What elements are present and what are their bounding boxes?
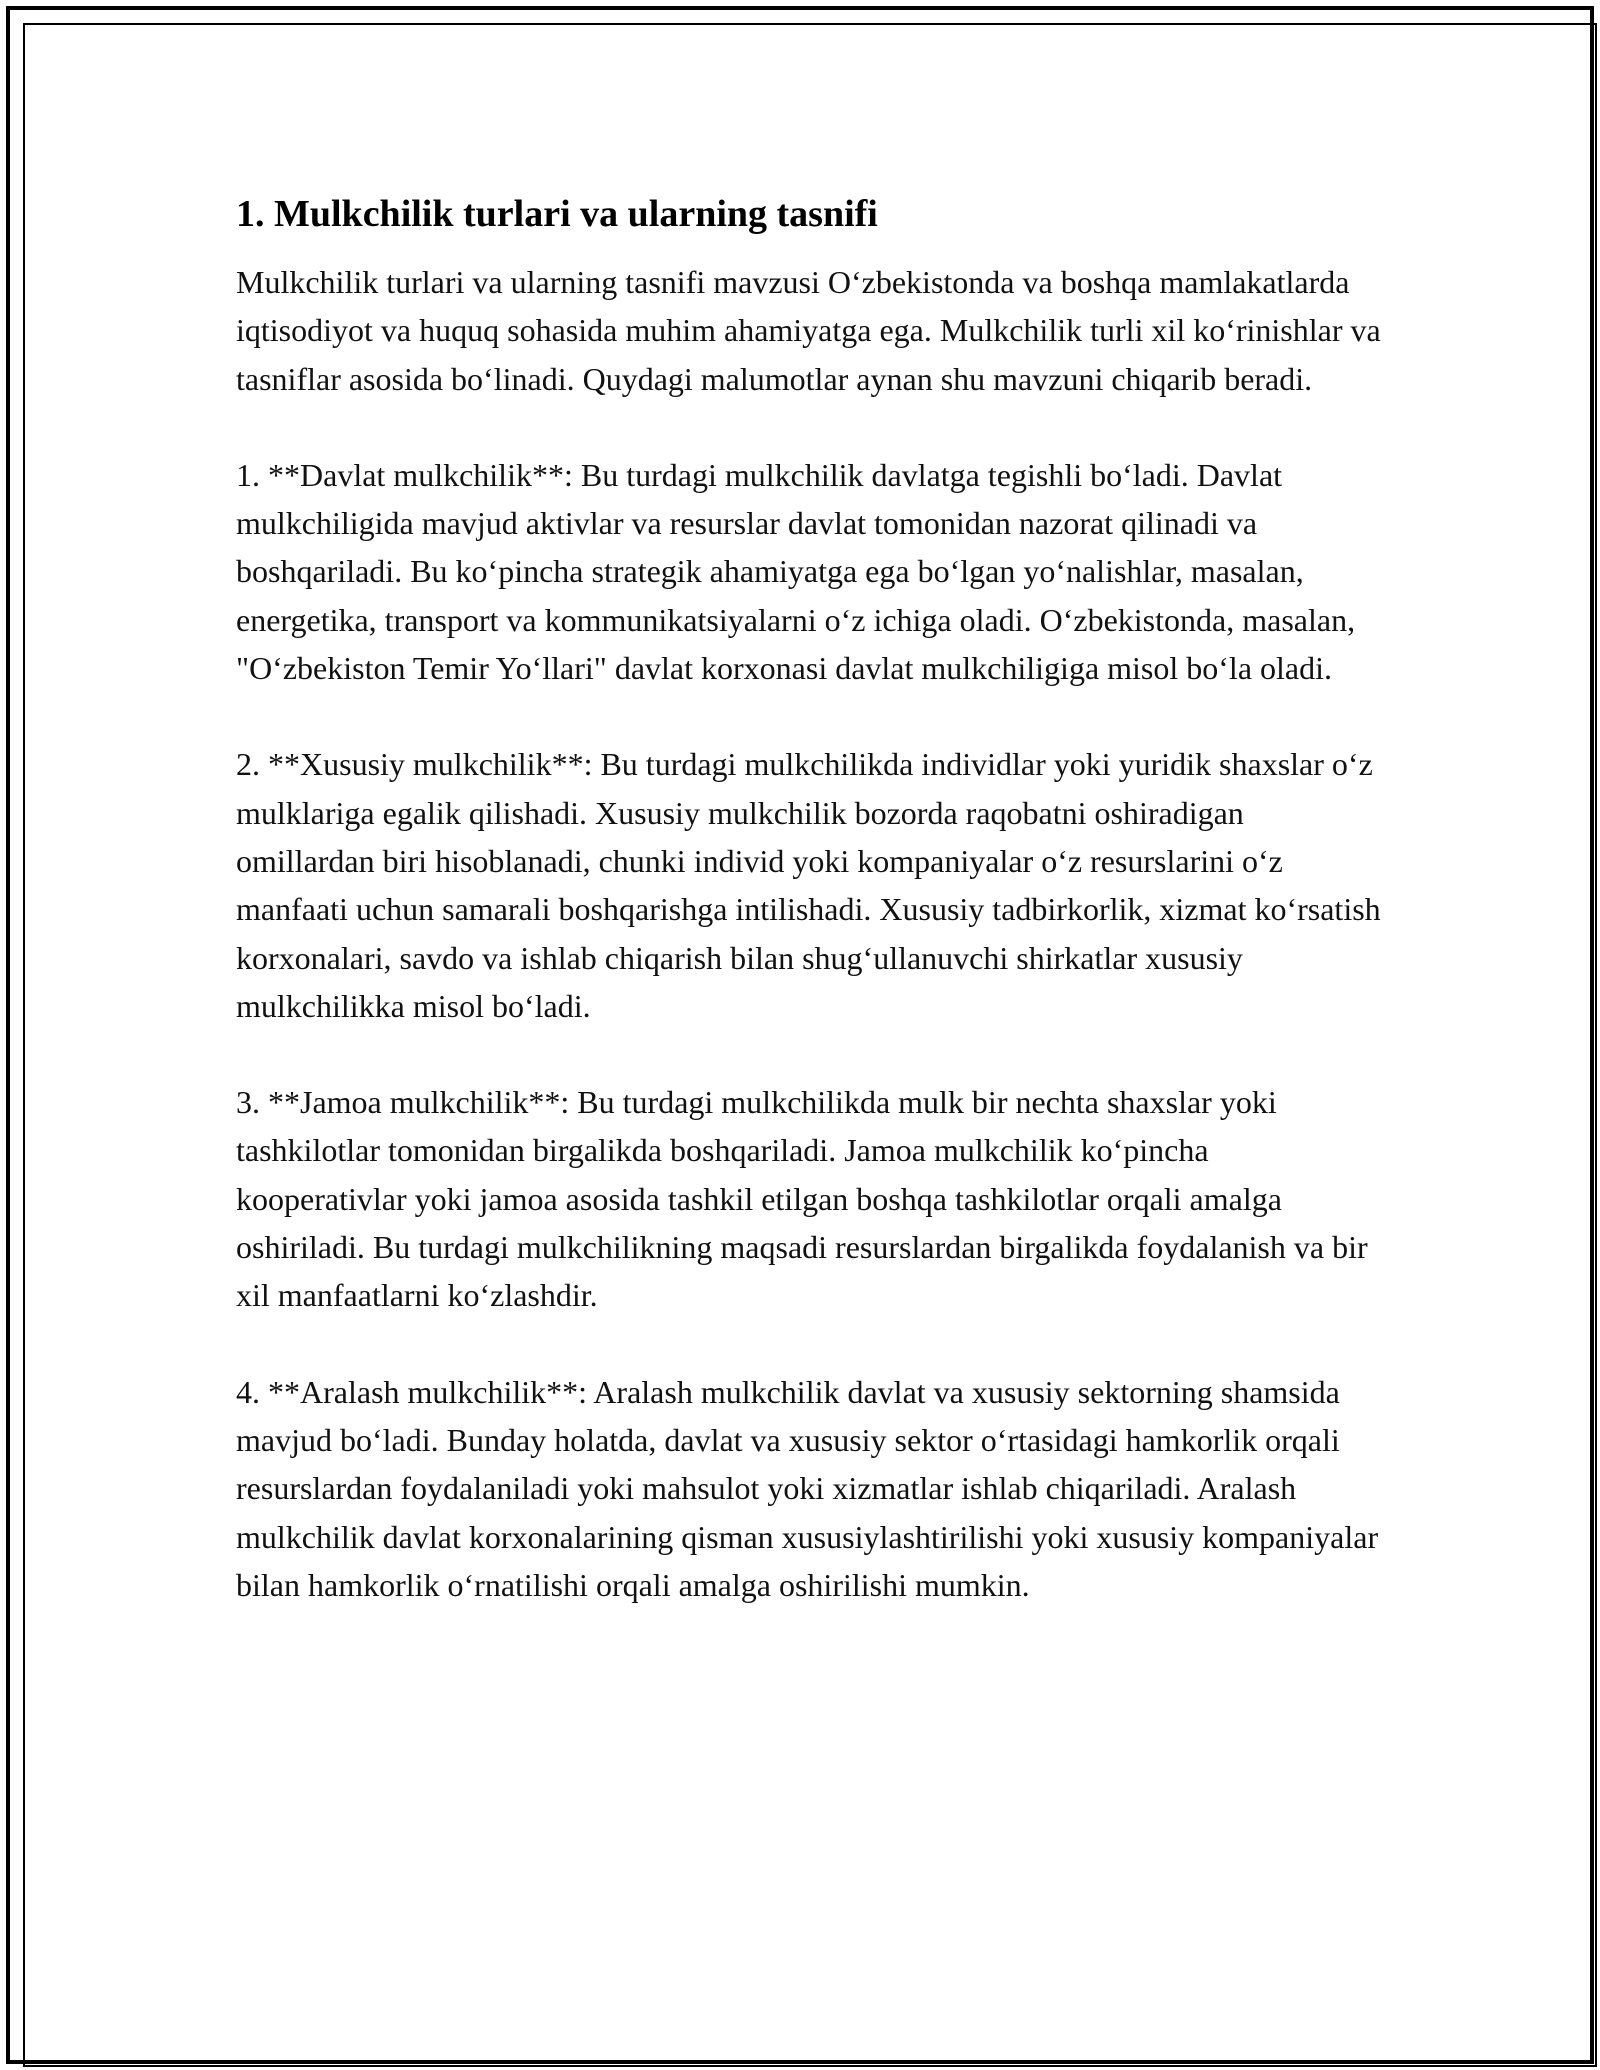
collective-ownership-paragraph: 3. **Jamoa mulkchilik**: Bu turdagi mulkchilikda mulk bir nechta shaxslar yoki tashkilotlar tomonidan birgalikda boshqariladi. Jamoa mulkchilik ko‘pincha kooperativlar yoki jamoa asosida tashkil etilgan boshqa tashkilotlar orqali amalga oshiriladi. Bu turdagi mulkchilikning maqsadi resurslardan birgalikda foydalanish va bir xil manfaatlarni ko‘zlashdir. bbox=[236, 1084, 1368, 1314]
document-body bbox=[236, 190, 1386, 1657]
state-ownership-paragraph: 1. **Davlat mulkchilik**: Bu turdagi mulkchilik davlatga tegishli bo‘ladi. Davlat mulkchiligida mavjud aktivlar va resurslar davlat tomonidan nazorat qilinadi va boshqariladi. Bu ko‘pincha strategik ahamiyatga ega bo‘lgan yo‘nalishlar, masalan, energetika, transport va kommunikatsiyalarni o‘z ichiga oladi. O‘zbekistonda, masalan, "O‘zbekiston Temir Yo‘llari" davlat korxonasi davlat mulkchiligiga misol bo‘la oladi. bbox=[236, 456, 1356, 687]
intro-paragraph: Mulkchilik turlari va ularning tasnifi mavzusi O‘zbekistonda va boshqa mamlakatlarda iqtisodiyot va huquq sohasida muhim ahamiyatga ega. Mulkchilik turli xil ko‘rinishlar va tasniflar asosida bo‘linadi. Quydagi malumotlar aynan shu mavzuni chiqarib beradi. bbox=[236, 264, 1381, 397]
private-ownership-paragraph: 2. **Xususiy mulkchilik**: Bu turdagi mulkchilikda individlar yoki yuridik shaxslar o‘z mulklariga egalik qilishadi. Xususiy mulkchilik bozorda raqobatni oshiradigan omillardan biri hisoblanadi, chunki individ yoki kompaniyalar o‘z resurslarini o‘z manfaati uchun samarali boshqarishga intilishadi. Xususiy tadbirkorlik, xizmat ko‘rsatish korxonalari, savdo va ishlab chiqarish bilan shug‘ullanuvchi shirkatlar xususiy mulkchilikka misol bo‘ladi. bbox=[236, 746, 1381, 1024]
document-heading: 1. Mulkchilik turlari va ularning tasnifi bbox=[236, 193, 878, 235]
mixed-ownership-paragraph: 4. **Aralash mulkchilik**: Aralash mulkchilik davlat va xususiy sektorning shamsida mavjud bo‘ladi. Bunday holatda, davlat va xususiy sektor o‘rtasidagi hamkorlik orqali resurslardan foydalaniladi yoki mahsulot yoki xizmatlar ishlab chiqariladi. Aralash mulkchilik davlat korxonalarining qisman xususiylashtirilishi yoki xususiy kompaniyalar bilan hamkorlik o‘rnatilishi orqali amalga oshirilishi mumkin. bbox=[236, 1373, 1379, 1603]
